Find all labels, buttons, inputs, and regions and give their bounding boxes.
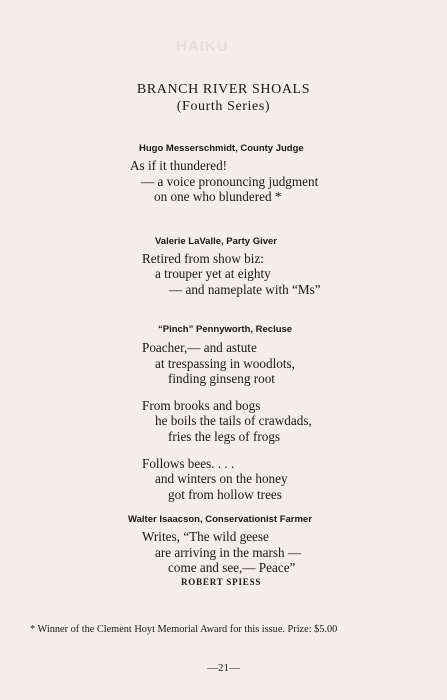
- footnote: * Winner of the Clement Hoyt Memorial Award for this issue. Prize: $5.00: [30, 624, 338, 635]
- poem-line: Poacher,— and astute: [142, 340, 257, 355]
- poem-line: got from hollow trees: [168, 487, 282, 502]
- author-byline: ROBERT SPIESS: [181, 577, 262, 587]
- poem-line: From brooks and bogs: [142, 398, 261, 413]
- poem-heading: “Pinch” Pennyworth, Recluse: [158, 324, 293, 335]
- page-number: —21—: [207, 662, 240, 674]
- poem-heading: Walter Isaacson, Conservationist Farmer: [128, 514, 312, 525]
- poem-heading: Hugo Messerschmidt, County Judge: [139, 143, 304, 154]
- poem-line: — and nameplate with “Ms”: [169, 282, 321, 297]
- poem-line: on one who blundered *: [154, 189, 282, 204]
- poem-line: and winters on the honey: [155, 471, 288, 486]
- poem-line: are arriving in the marsh —: [155, 545, 302, 560]
- poem-line: Follows bees. . . .: [142, 456, 235, 471]
- poem-line: a trouper yet at eighty: [155, 266, 271, 281]
- bleed-through-text: HAIKU: [176, 38, 229, 55]
- poem-series-subtitle: (Fourth Series): [176, 99, 271, 114]
- poem-line: Writes, “The wild geese: [142, 529, 269, 544]
- poem-line: — a voice pronouncing judgment: [141, 174, 319, 189]
- poem-heading: Valerie LaValle, Party Giver: [155, 236, 277, 247]
- poem-line: As if it thundered!: [130, 158, 228, 173]
- poem-series-title: BRANCH RIVER SHOALS: [136, 82, 311, 97]
- poem-line: finding ginseng root: [168, 371, 275, 386]
- poem-line: come and see,— Peace”: [168, 560, 296, 575]
- poem-line: fries the legs of frogs: [168, 429, 281, 444]
- poem-line: at trespassing in woodlots,: [155, 356, 295, 371]
- poem-line: he boils the tails of crawdads,: [155, 413, 312, 428]
- poem-line: Retired from show biz:: [142, 251, 264, 266]
